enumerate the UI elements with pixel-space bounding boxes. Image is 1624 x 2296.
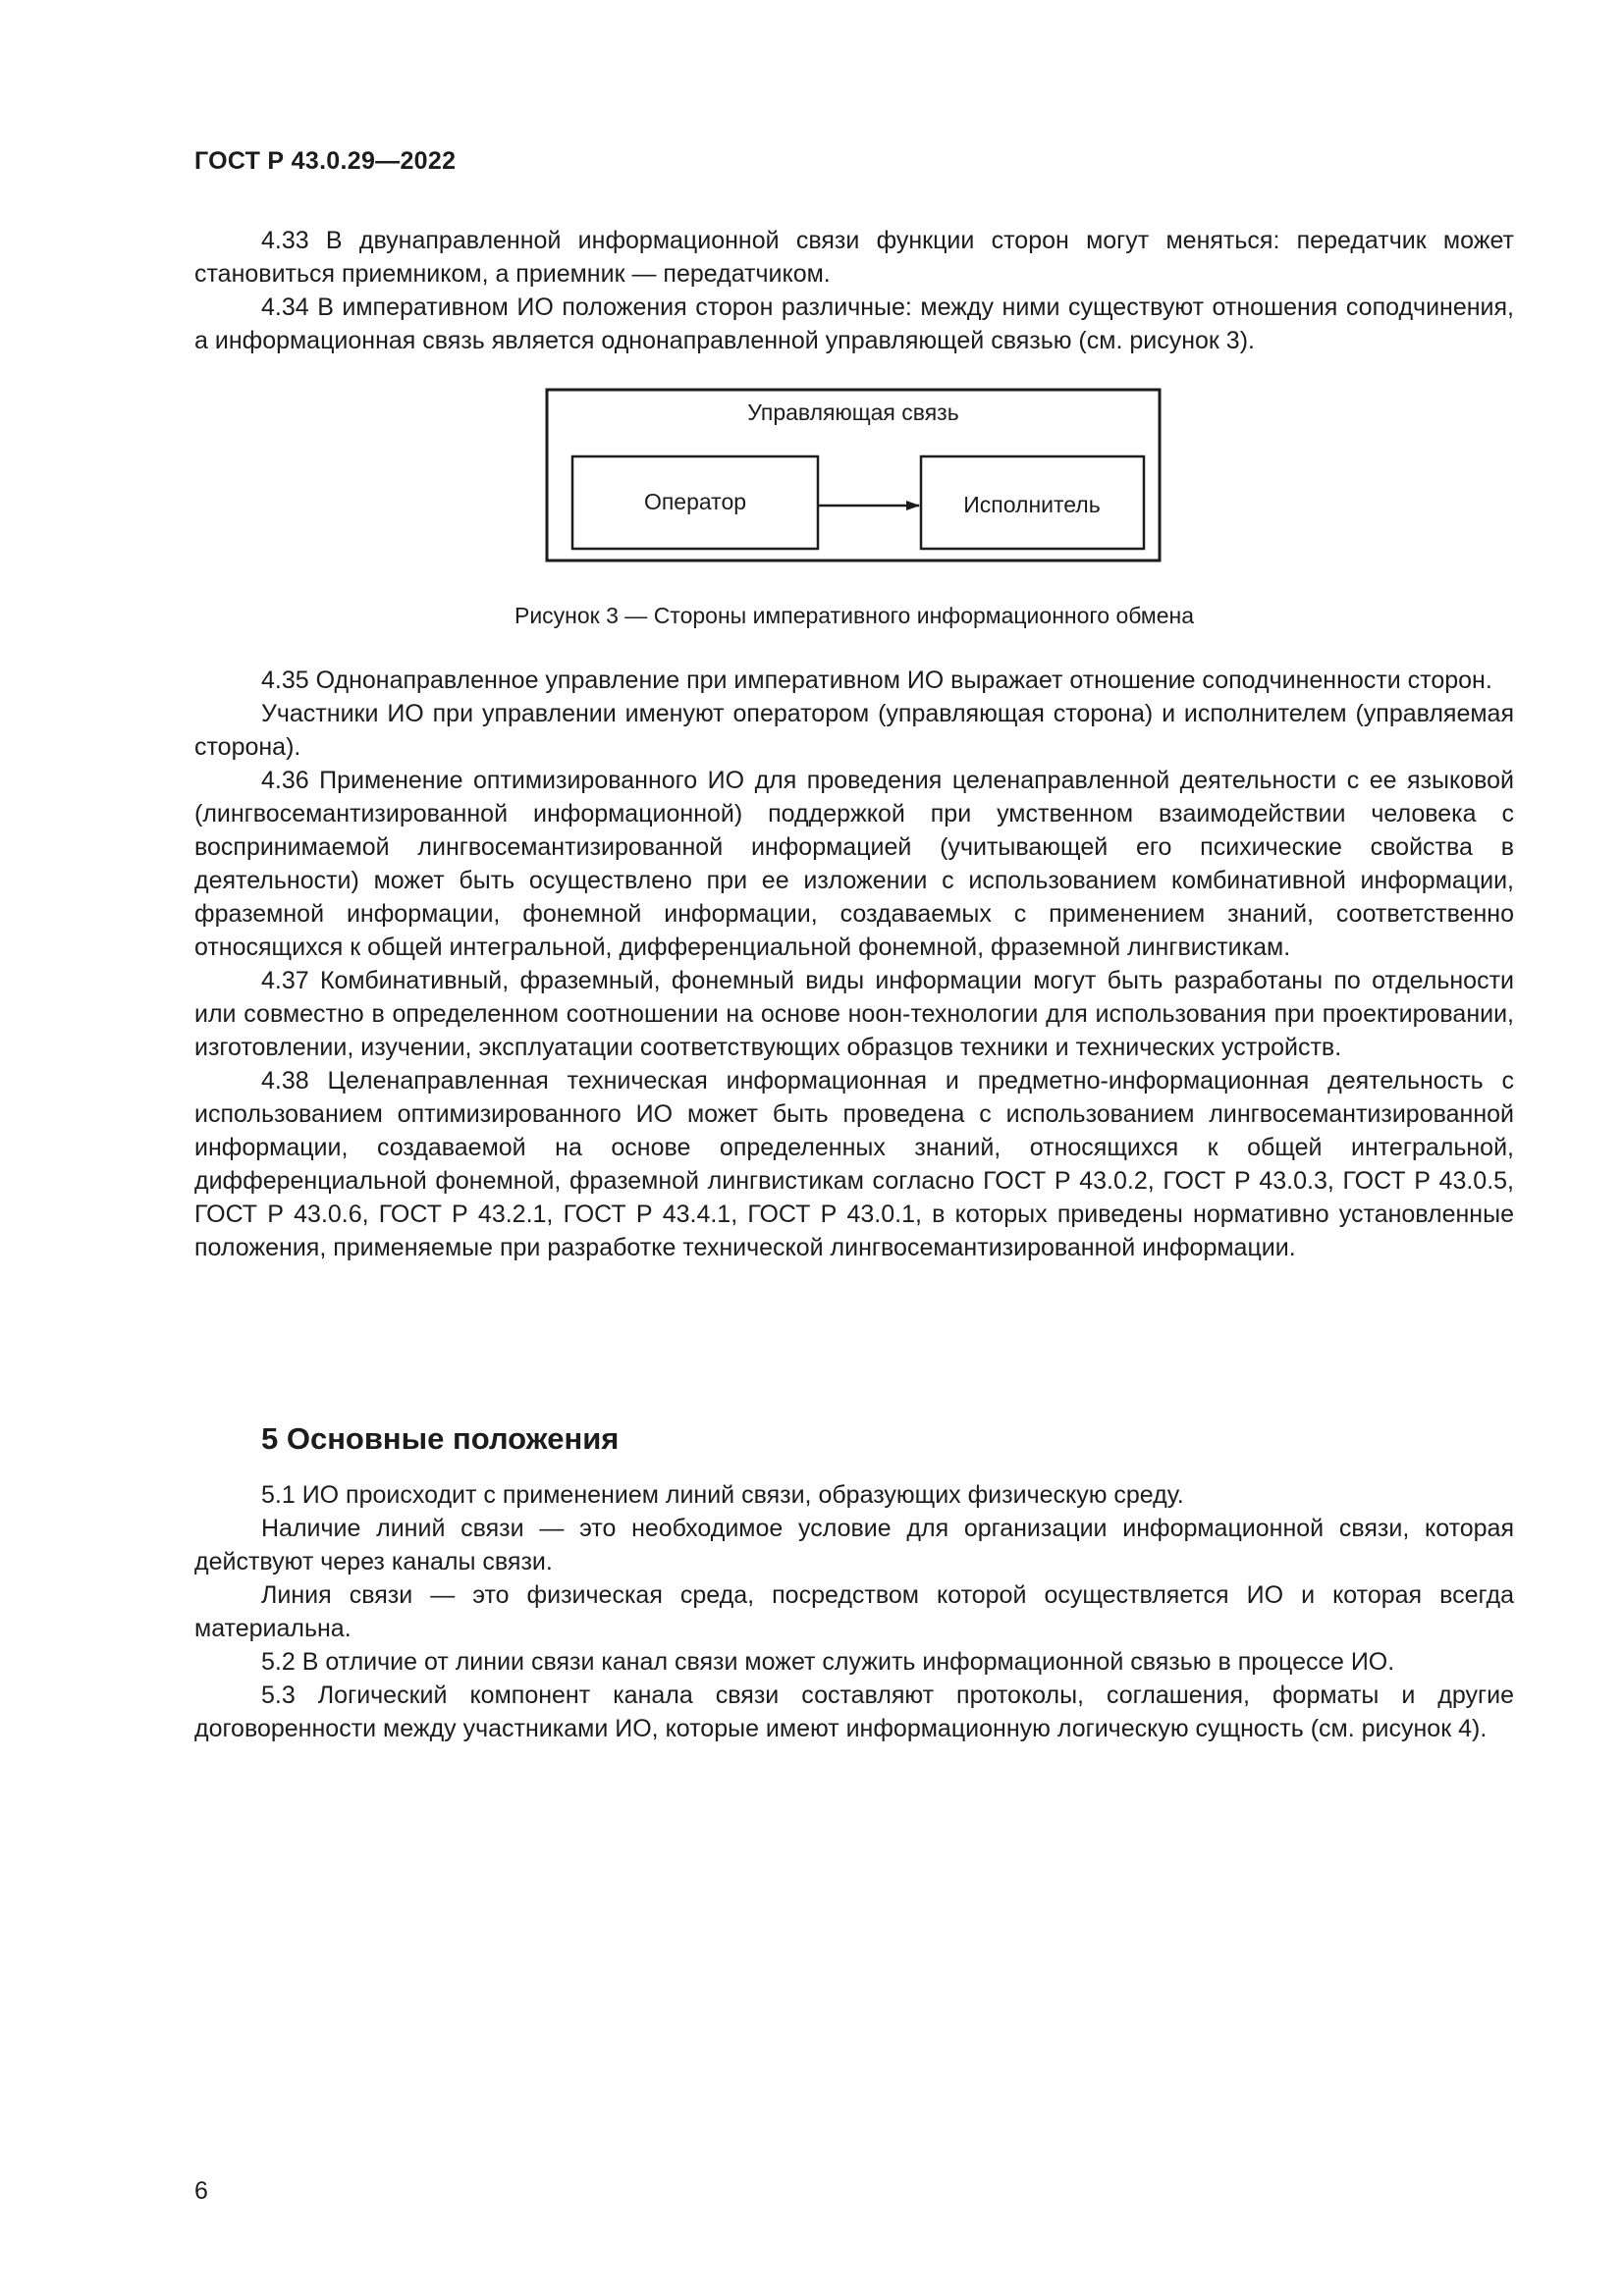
- control-link-label: Управляющая связь: [747, 400, 959, 425]
- section-5-title: 5 Основные положения: [261, 1421, 620, 1456]
- clause-4-37: 4.37 Комбинативный, фраземный, фонемный виды информации могут быть разработаны по отдельности или совместно в определенном соотношении на основе ноон-технологии для использования при проектировании, изготовлении, изучении, эксплуатации соответствующих образцов техники и технических устройств.: [194, 967, 1514, 1061]
- clause-block-4-35-4-38: [194, 664, 1514, 1264]
- clause-block-5: [194, 1478, 1514, 1745]
- clause-5-3: 5.3 Логический компонент канала связи составляют протоколы, соглашения, форматы и другие договоренности между участниками ИО, которые имеют информационную логическую сущность (см. рисунок 4).: [194, 1682, 1514, 1742]
- clause-5-2: 5.2 В отличие от линии связи канал связи может служить информационной связью в процессе ИО.: [261, 1648, 1395, 1676]
- clause-4-36: 4.36 Применение оптимизированного ИО для проведения целенаправленной деятельности с ее языковой (лингвосемантизированной информационной) поддержкой при умственном взаимодействии человека с воспринимаемой лингвосемантизированной информацией (учитывающей его психические свойства в деятельности) может быть осуществлено при ее изложении с использованием комбинативной информации, фраземной информации, фонемной информации, создаваемых с применением знаний, соответственно относящихся к общей интегральной, дифференциальной фонемной, фраземной лингвистикам.: [194, 767, 1514, 961]
- clause-5-1-definition: Линия связи — это физическая среда, посредством которой осуществляется ИО и которая всегда материальна.: [194, 1581, 1514, 1642]
- clause-5-1: 5.1 ИО происходит с применением линий связи, образующих физическую среду.: [261, 1481, 1184, 1509]
- standard-code-header: ГОСТ Р 43.0.29—2022: [194, 147, 457, 175]
- clause-4-34: 4.34 В императивном ИО положения сторон различные: между ними существуют отношения соподчинения, а информационная связь является однонаправленной управляющей связью (см. рисунок 3).: [194, 294, 1514, 354]
- operator-label: Оператор: [643, 489, 747, 514]
- clause-4-38: 4.38 Целенаправленная техническая информационная и предметно-информационная деятельность с использованием оптимизированного ИО может быть проведена с использованием лингвосемантизированной информации, создаваемой на основе определенных знаний, относящихся к общей интегральной, дифференциальной фонемной, фраземной лингвистикам согласно ГОСТ Р 43.0.2, ГОСТ Р 43.0.3, ГОСТ Р 43.0.5, ГОСТ Р 43.0.6, ГОСТ Р 43.2.1, ГОСТ Р 43.4.1, ГОСТ Р 43.0.1, в которых приведены нормативно установленные положения, применяемые при разработке технической лингвосемантизированной информации.: [194, 1067, 1514, 1261]
- page-number: 6: [194, 2177, 208, 2205]
- clause-4-35: 4.35 Однонаправленное управление при императивном ИО выражает отношение соподчиненности сторон.: [261, 667, 1492, 694]
- clause-block-4-33-4-34: [194, 224, 1514, 357]
- figure-3-diagram: [545, 388, 1162, 562]
- clause-5-1-lines: Наличие линий связи — это необходимое условие для организации информационной связи, которая действуют через каналы связи.: [194, 1515, 1514, 1575]
- clause-4-33: 4.33 В двунаправленной информационной связи функции сторон могут меняться: передатчик может становиться приемником, а приемник — передатчиком.: [194, 227, 1514, 288]
- figure-3-caption: Рисунок 3 — Стороны императивного информационного обмена: [514, 603, 1195, 628]
- executor-label: Исполнитель: [963, 492, 1101, 517]
- clause-4-35-participants: Участники ИО при управлении именуют оператором (управляющая сторона) и исполнителем (управляемая сторона).: [194, 700, 1514, 761]
